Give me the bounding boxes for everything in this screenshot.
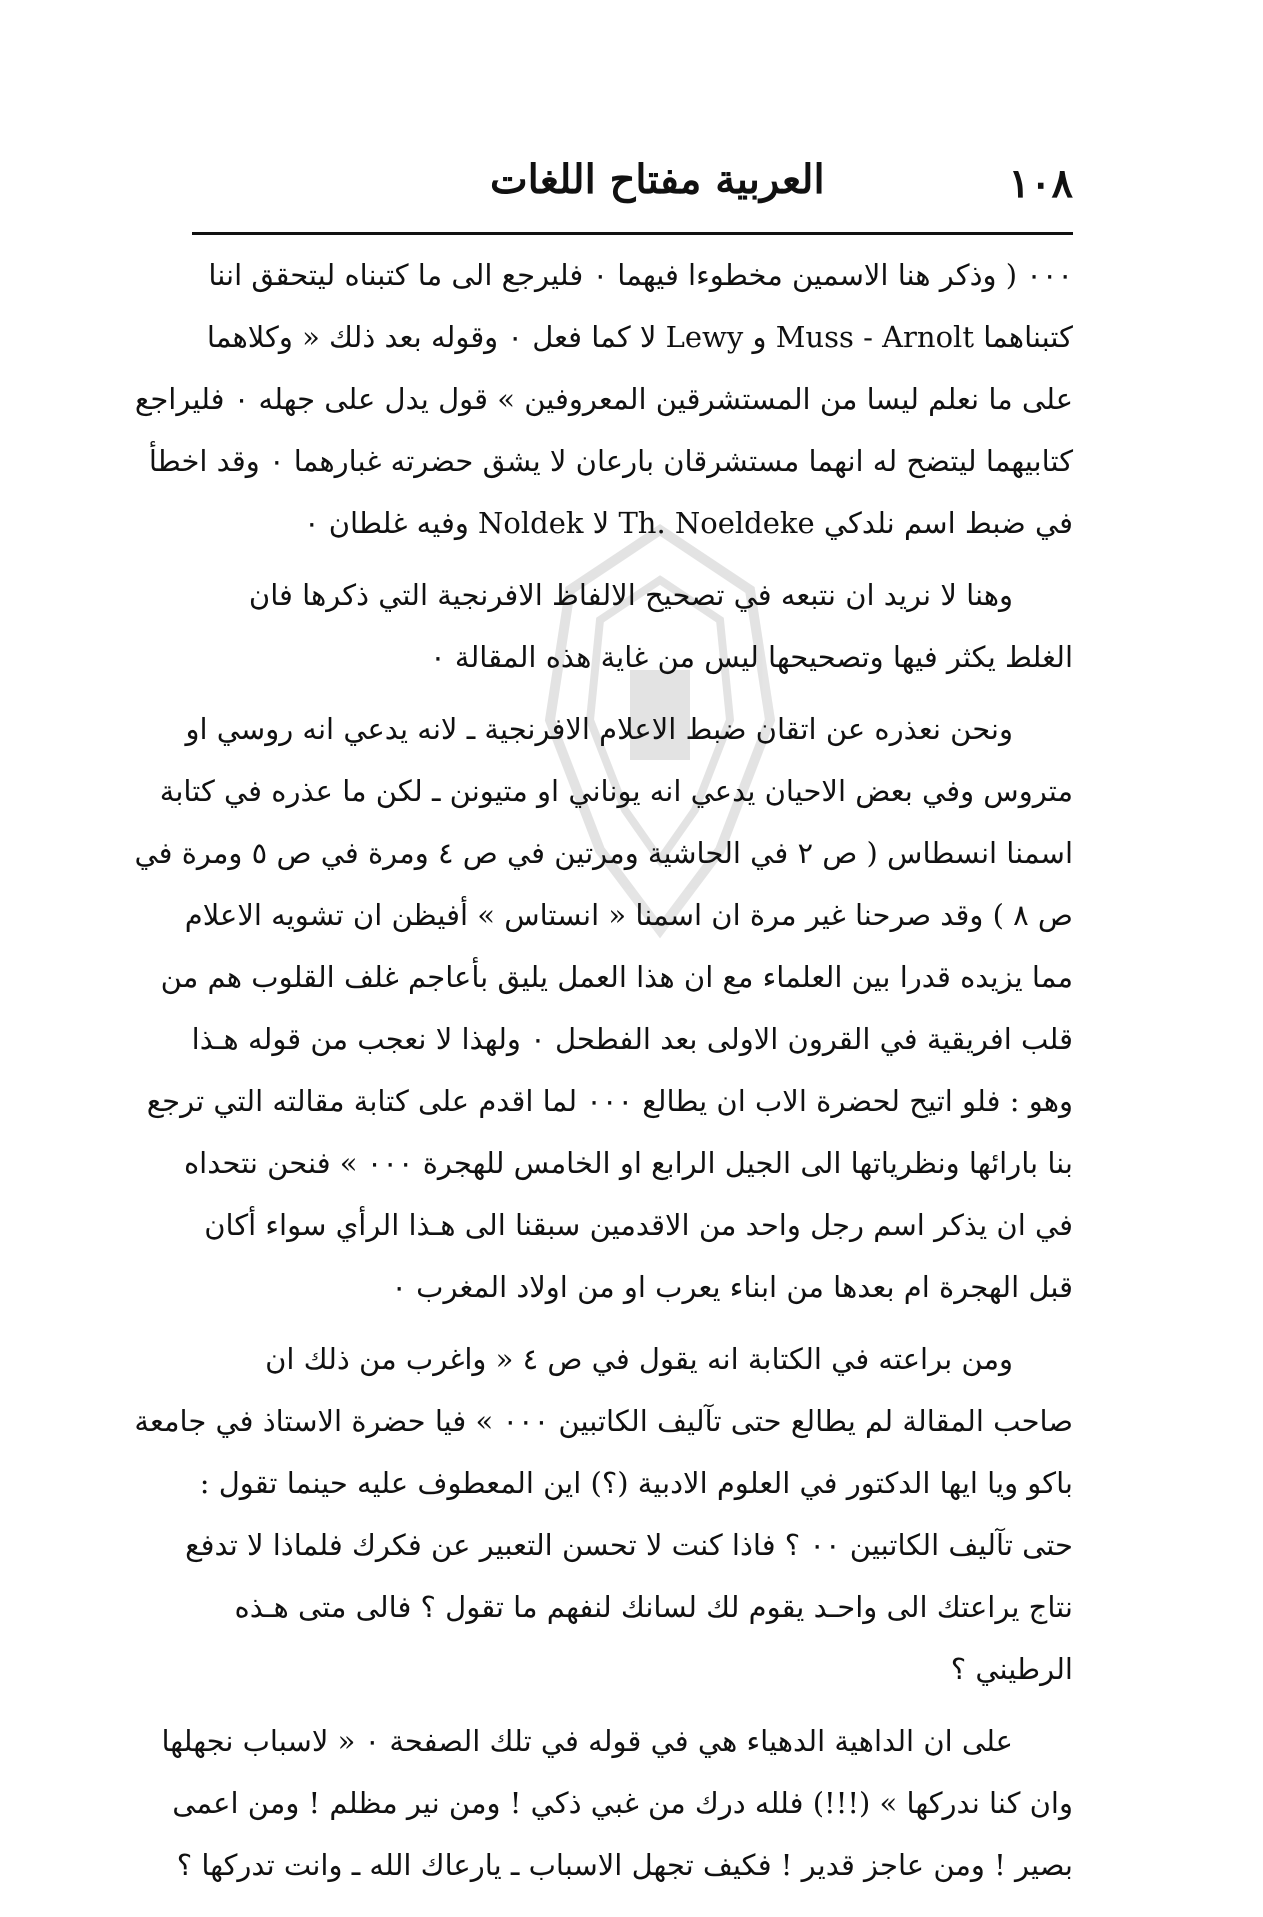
text-line: حتى تآليف الكاتبين ٠٠ ؟ فاذا كنت لا تحسن التعبير عن فكرك فلماذا لا تدفع: [185, 1528, 1073, 1562]
text-line: على ما نعلم ليسا من المستشرقين المعروفين » قول يدل على جهله ٠ فليراجع: [134, 382, 1073, 416]
page-header: [195, 150, 1073, 230]
paragraph: [134, 244, 1073, 554]
text-line: وان كنا ندركها » (!!!) فلله درك من غبي ذكي ! ومن نير مظلم ! ومن اعمى: [172, 1786, 1073, 1820]
text-line: مما يزيده قدرا بين العلماء مع ان هذا العمل يليق بأعاجم غلف القلوب هم من: [160, 960, 1073, 994]
text-line: ومن براعته في الكتابة انه يقول في ص ٤ « واغرب من ذلك ان: [265, 1342, 1013, 1376]
text-line: صاحب المقالة لم يطالع حتى تآليف الكاتبين ٠٠٠ » فيا حضرة الاستاذ في جامعة: [134, 1404, 1073, 1438]
header-rule: [192, 232, 1073, 235]
paragraph: [134, 698, 1073, 1318]
text-line: اسمنا انسطاس ( ص ٢ في الحاشية ومرتين في ص ٤ ومرة في ص ٥ ومرة في: [134, 836, 1073, 870]
text-line: كتابيهما ليتضح له انهما مستشرقان بارعان لا يشق حضرته غبارهما ٠ وقد اخطأ: [148, 444, 1073, 478]
text-line: متروس وفي بعض الاحيان يدعي انه يوناني او متيونن ـ لكن ما عذره في كتابة: [159, 774, 1073, 808]
page-number: ١٠٨: [1008, 160, 1073, 207]
text-line: باكو ويا ايها الدكتور في العلوم الادبية (؟) اين المعطوف عليه حينما تقول :: [199, 1466, 1073, 1500]
text-line: في ضبط اسم نلدكي Th. Noeldeke لا Noldek وفيه غلطان ٠: [303, 506, 1073, 540]
text-line: في ان يذكر اسم رجل واحد من الاقدمين سبقنا الى هـذا الرأي سواء أكان: [204, 1208, 1073, 1242]
text-line: الغلط يكثر فيها وتصحيحها ليس من غاية هذه المقالة ٠: [430, 640, 1073, 674]
text-line: وهو : فلو اتيح لحضرة الاب ان يطالع ٠٠٠ لما اقدم على كتابة مقالته التي ترجع: [146, 1084, 1073, 1118]
paragraph: [195, 564, 1073, 688]
running-title: العربية مفتاح اللغات: [490, 156, 825, 203]
paragraph: [134, 1328, 1073, 1700]
text-line: على ان الداهية الدهياء هي في قوله في تلك الصفحة ٠ « لاسباب نجهلها: [161, 1724, 1013, 1758]
text-line: بنا بارائها ونظرياتها الى الجيل الرابع او الخامس للهجرة ٠٠٠ » فنحن نتحداه: [183, 1146, 1073, 1180]
text-line: الرطيني ؟: [950, 1652, 1073, 1686]
text-line: كتبناهما Muss - Arnolt و Lewy لا كما فعل ٠ وقوله بعد ذلك « وكلاهما: [206, 320, 1073, 354]
text-line: ونحن نعذره عن اتقان ضبط الاعلام الافرنجية ـ لانه يدعي انه روسي او: [185, 712, 1013, 746]
text-line: قبل الهجرة ام بعدها من ابناء يعرب او من اولاد المغرب ٠: [391, 1270, 1073, 1304]
text-line: نتاج يراعتك الى واحـد يقوم لك لسانك لنفهم ما تقول ؟ فالى متى هـذه: [234, 1590, 1073, 1624]
text-line: بصير ! ومن عاجز قدير ! فكيف تجهل الاسباب ـ يارعاك الله ـ وانت تدركها ؟: [176, 1848, 1073, 1882]
paragraph: [161, 1710, 1073, 1896]
text-line: وهنا لا نريد ان نتبعه في تصحيح الالفاظ الافرنجية التي ذكرها فان: [248, 578, 1013, 612]
text-line: ص ٨ ) وقد صرحنا غير مرة ان اسمنا « انستاس » أفيظن ان تشويه الاعلام: [184, 898, 1073, 932]
page-body: [134, 244, 1073, 1906]
text-line: قلب افريقية في القرون الاولى بعد الفطحل ٠ ولهذا لا نعجب من قوله هـذا: [191, 1022, 1073, 1056]
text-line: ٠٠٠ ( وذكر هنا الاسمين مخطوءا فيهما ٠ فليرجع الى ما كتبناه ليتحقق اننا: [208, 258, 1073, 292]
